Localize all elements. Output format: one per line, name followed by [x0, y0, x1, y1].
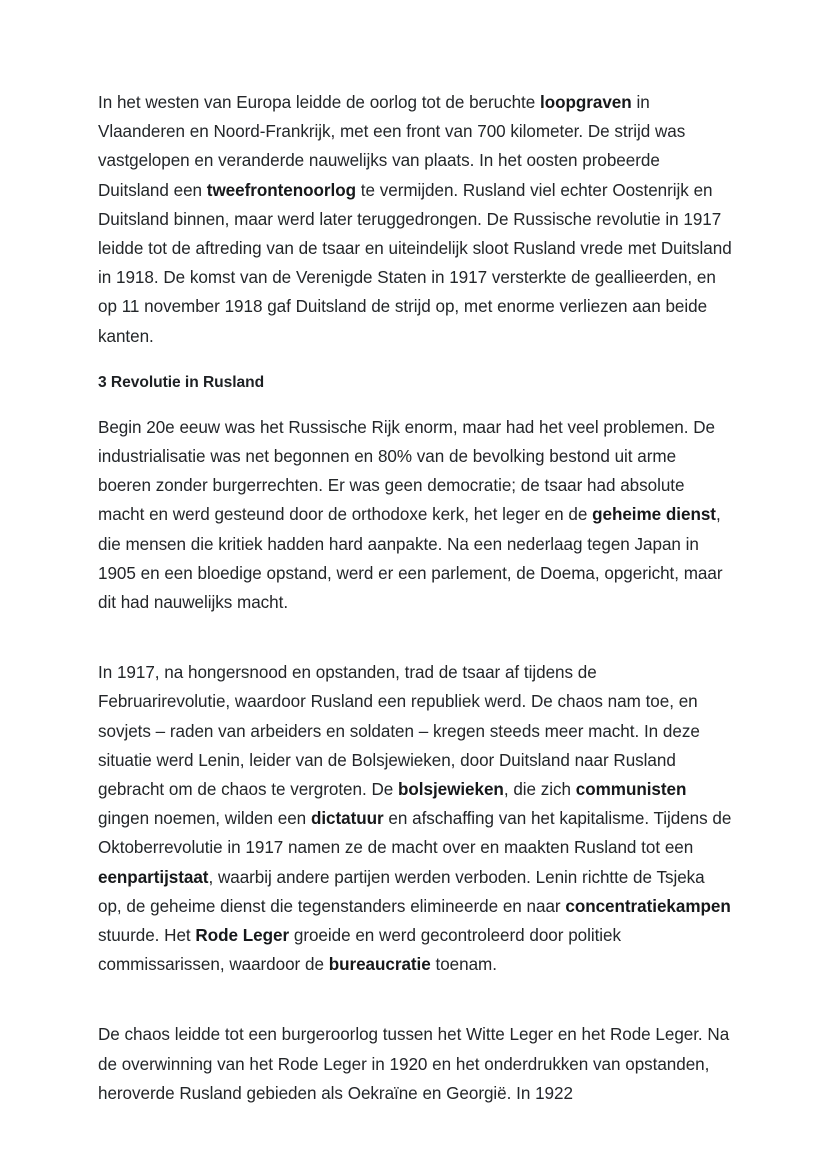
- document-text-column: [98, 88, 732, 1125]
- heading-revolutie-in-rusland: 3 Revolutie in Rusland: [98, 373, 265, 391]
- paragraph-russische-rijk: Begin 20e eeuw was het Russische Rijk enorm, maar had het veel problemen. De industrialisatie was net begonnen en 80% van de bevolking bestond uit arme boeren zonder burgerrechten. Er was geen democratie; de tsaar had absolute macht en werd gesteund door de orthodoxe kerk, het leger en de geheime dienst, die mensen die kritiek hadden hard aanpakte. Na een nederlaag tegen Japan in 1905 en een bloedige opstand, werd er een parlement, de Doema, opgericht, maar dit had nauwelijks macht.: [98, 417, 723, 613]
- paragraph-februarirevolutie-oktoberrevolutie: In 1917, na hongersnood en opstanden, trad de tsaar af tijdens de Februarirevolutie, waardoor Rusland een republiek werd. De chaos nam toe, en sovjets – raden van arbeiders en soldaten – kregen steeds meer macht. In deze situatie werd Lenin, leider van de Bolsjewieken, door Duitsland naar Rusland gebracht om de chaos te vergroten. De bolsjewieken, die zich communisten gingen noemen, wilden een dictatuur en afschaffing van het kapitalisme. Tijdens de Oktoberrevolutie in 1917 namen ze de macht over en maakten Rusland tot een eenpartijstaat, waarbij andere partijen werden verboden. Lenin richtte de Tsjeka op, de geheime dienst die tegenstanders elimineerde en naar concentratiekampen stuurde. Het Rode Leger groeide en werd gecontroleerd door politiek commissarissen, waardoor de bureaucratie toenam.: [98, 663, 732, 975]
- paragraph-burgeroorlog: De chaos leidde tot een burgeroorlog tussen het Witte Leger en het Rode Leger. Na de overwinning van het Rode Leger in 1920 en het onderdrukken van opstanden, heroverde Rusland gebieden als Oekraïne en Georgië. In 1922: [98, 1025, 730, 1103]
- paragraph-westfront: In het westen van Europa leidde de oorlog tot de beruchte loopgraven in Vlaanderen en Noord-Frankrijk, met een front van 700 kilometer. De strijd was vastgelopen en veranderde nauwelijks van plaats. In het oosten probeerde Duitsland een tweefrontenoorlog te vermijden. Rusland viel echter Oostenrijk en Duitsland binnen, maar werd later teruggedrongen. De Russische revolutie in 1917 leidde tot de aftreding van de tsaar en uiteindelijk sloot Rusland vrede met Duitsland in 1918. De komst van de Verenigde Staten in 1917 versterkte de geallieerden, en op 11 november 1918 gaf Duitsland de strijd op, met enorme verliezen aan beide kanten.: [98, 93, 732, 346]
